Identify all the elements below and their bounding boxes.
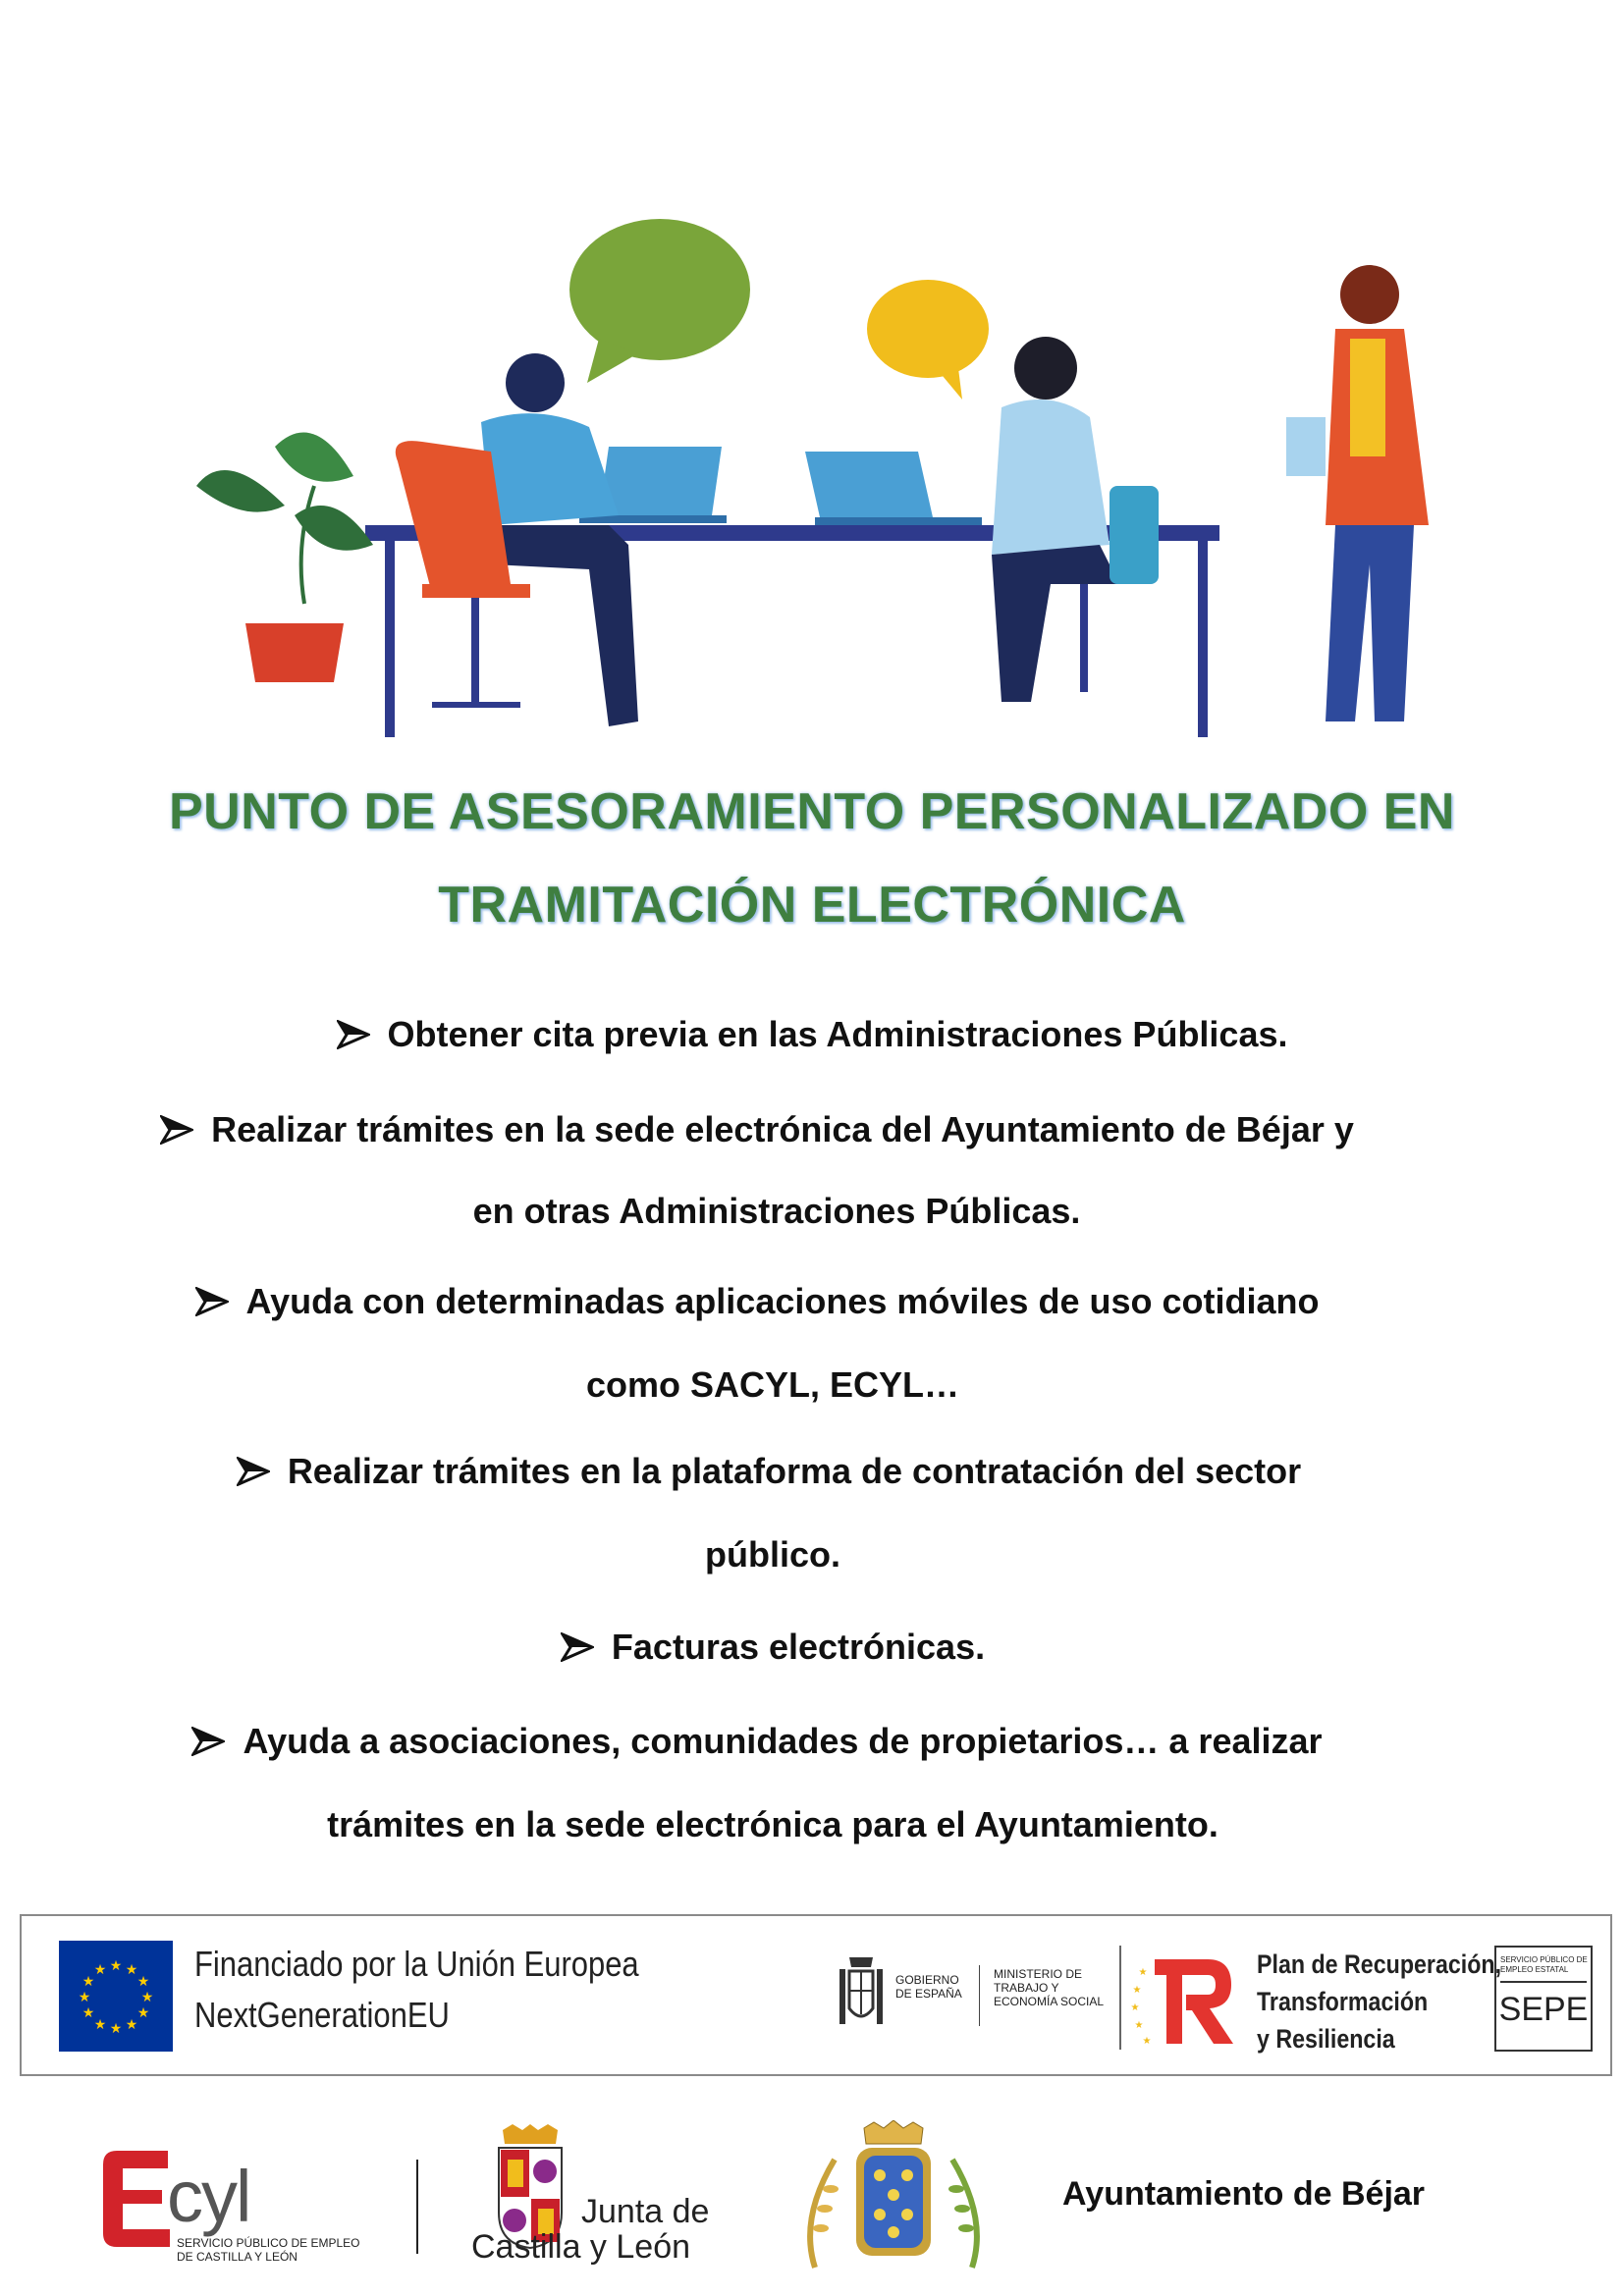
speech-bubble-yellow-icon <box>867 280 989 400</box>
office-illustration <box>0 191 1624 761</box>
svg-text:★: ★ <box>109 1958 123 1974</box>
svg-text:★: ★ <box>1132 1985 1142 1996</box>
plan-recuperacion-line-2: Transformación <box>1257 1987 1429 2016</box>
gobierno-espana-label: GOBIERNO DE ESPAÑA <box>895 1973 962 2001</box>
plan-recuperacion-line-3: y Resiliencia <box>1257 2024 1395 2054</box>
bullet-6-line-1: Ayuda a asociaciones, comunidades de propietarios… a realizar <box>0 1721 1569 1762</box>
arrow-bullet-icon <box>160 1115 193 1145</box>
svg-text:★: ★ <box>1138 1967 1148 1978</box>
page-title-line-1: PUNTO DE ASESORAMIENTO PERSONALIZADO EN <box>168 783 1455 840</box>
sepe-subtitle: SERVICIO PÚBLICO DE EMPLEO ESTATAL <box>1500 1955 1588 1974</box>
castilla-y-leon-label: Castilla y León <box>471 2228 691 2266</box>
ecyl-subtitle-line-1: SERVICIO PÚBLICO DE EMPLEO <box>177 2236 360 2250</box>
svg-text:★: ★ <box>78 1990 91 2005</box>
bullet-3-line-1: Ayuda con determinadas aplicaciones móviles de uso cotidiano <box>0 1281 1569 1322</box>
svg-text:★: ★ <box>1130 2002 1140 2013</box>
arrow-bullet-icon <box>337 1020 370 1049</box>
bullet-3-line-2: como SACYL, ECYL… <box>585 1364 960 1405</box>
svg-text:★: ★ <box>1134 2020 1144 2031</box>
spain-coat-of-arms-icon <box>836 1951 887 2036</box>
svg-text:★: ★ <box>93 2017 107 2033</box>
laptop-right-icon <box>805 452 982 525</box>
ministerio-label: MINISTERIO DE TRABAJO Y ECONOMÍA SOCIAL <box>994 1967 1105 2008</box>
ecyl-wordmark: cyl <box>167 2156 250 2237</box>
junta-de-label: Junta de <box>581 2193 710 2230</box>
ayuntamiento-bejar-label: Ayuntamiento de Béjar <box>1062 2175 1426 2213</box>
divider <box>1500 1981 1587 1983</box>
divider <box>416 2160 418 2254</box>
arrow-bullet-icon <box>191 1727 225 1756</box>
bejar-crest-icon <box>795 2120 992 2277</box>
woman-seated-icon <box>992 337 1159 702</box>
svg-text:★: ★ <box>140 1990 154 2005</box>
svg-text:★: ★ <box>93 1962 107 1978</box>
bullet-4-line-1: Realizar trámites en la plataforma de contratación del sector <box>0 1451 1581 1492</box>
prtr-logo-icon <box>1129 1946 1247 2056</box>
plant-icon <box>196 432 373 682</box>
bullet-2-line-1: Realizar trámites en la sede electrónica del Ayuntamiento de Béjar y <box>0 1109 1569 1150</box>
bullet-1-line-1: Obtener cita previa en las Administraciones Públicas. <box>0 1014 1624 1055</box>
page-title-line-2: TRAMITACIÓN ELECTRÓNICA <box>438 877 1186 934</box>
divider <box>979 1965 980 2026</box>
arrow-bullet-icon <box>195 1287 229 1316</box>
sepe-label: SEPE <box>1498 1991 1589 2028</box>
svg-text:★: ★ <box>81 1974 95 1990</box>
bullet-4-line-2: público. <box>705 1534 840 1575</box>
eu-funding-line-1: Financiado por la Unión Europea <box>194 1944 639 1984</box>
sepe-logo <box>1494 1946 1593 2052</box>
svg-text:★: ★ <box>136 1974 150 1990</box>
svg-text:★: ★ <box>1142 2036 1152 2047</box>
bullet-6-line-2: trámites en la sede electrónica para el Ayuntamiento. <box>327 1804 1218 1844</box>
woman-standing-icon <box>1286 265 1429 721</box>
svg-text:★: ★ <box>125 2017 138 2033</box>
speech-bubble-green-icon <box>569 219 750 383</box>
divider <box>1119 1946 1121 2050</box>
svg-text:★: ★ <box>81 2005 95 2021</box>
svg-text:★: ★ <box>109 2021 123 2037</box>
bullet-2-line-2: en otras Administraciones Públicas. <box>472 1191 1081 1231</box>
man-seated-icon <box>396 353 638 726</box>
bullet-5-line-1: Facturas electrónicas. <box>0 1627 1585 1668</box>
ecyl-subtitle-line-2: DE CASTILLA Y LEÓN <box>177 2250 298 2264</box>
funding-banner <box>20 1914 1612 2076</box>
eu-funding-line-2: NextGenerationEU <box>194 1995 450 2035</box>
eu-flag-icon <box>59 1941 173 2052</box>
svg-text:★: ★ <box>125 1962 138 1978</box>
arrow-bullet-icon <box>237 1457 270 1486</box>
plan-recuperacion-line-1: Plan de Recuperación, <box>1257 1949 1502 1979</box>
svg-text:★: ★ <box>136 2005 150 2021</box>
arrow-bullet-icon <box>561 1632 594 1662</box>
